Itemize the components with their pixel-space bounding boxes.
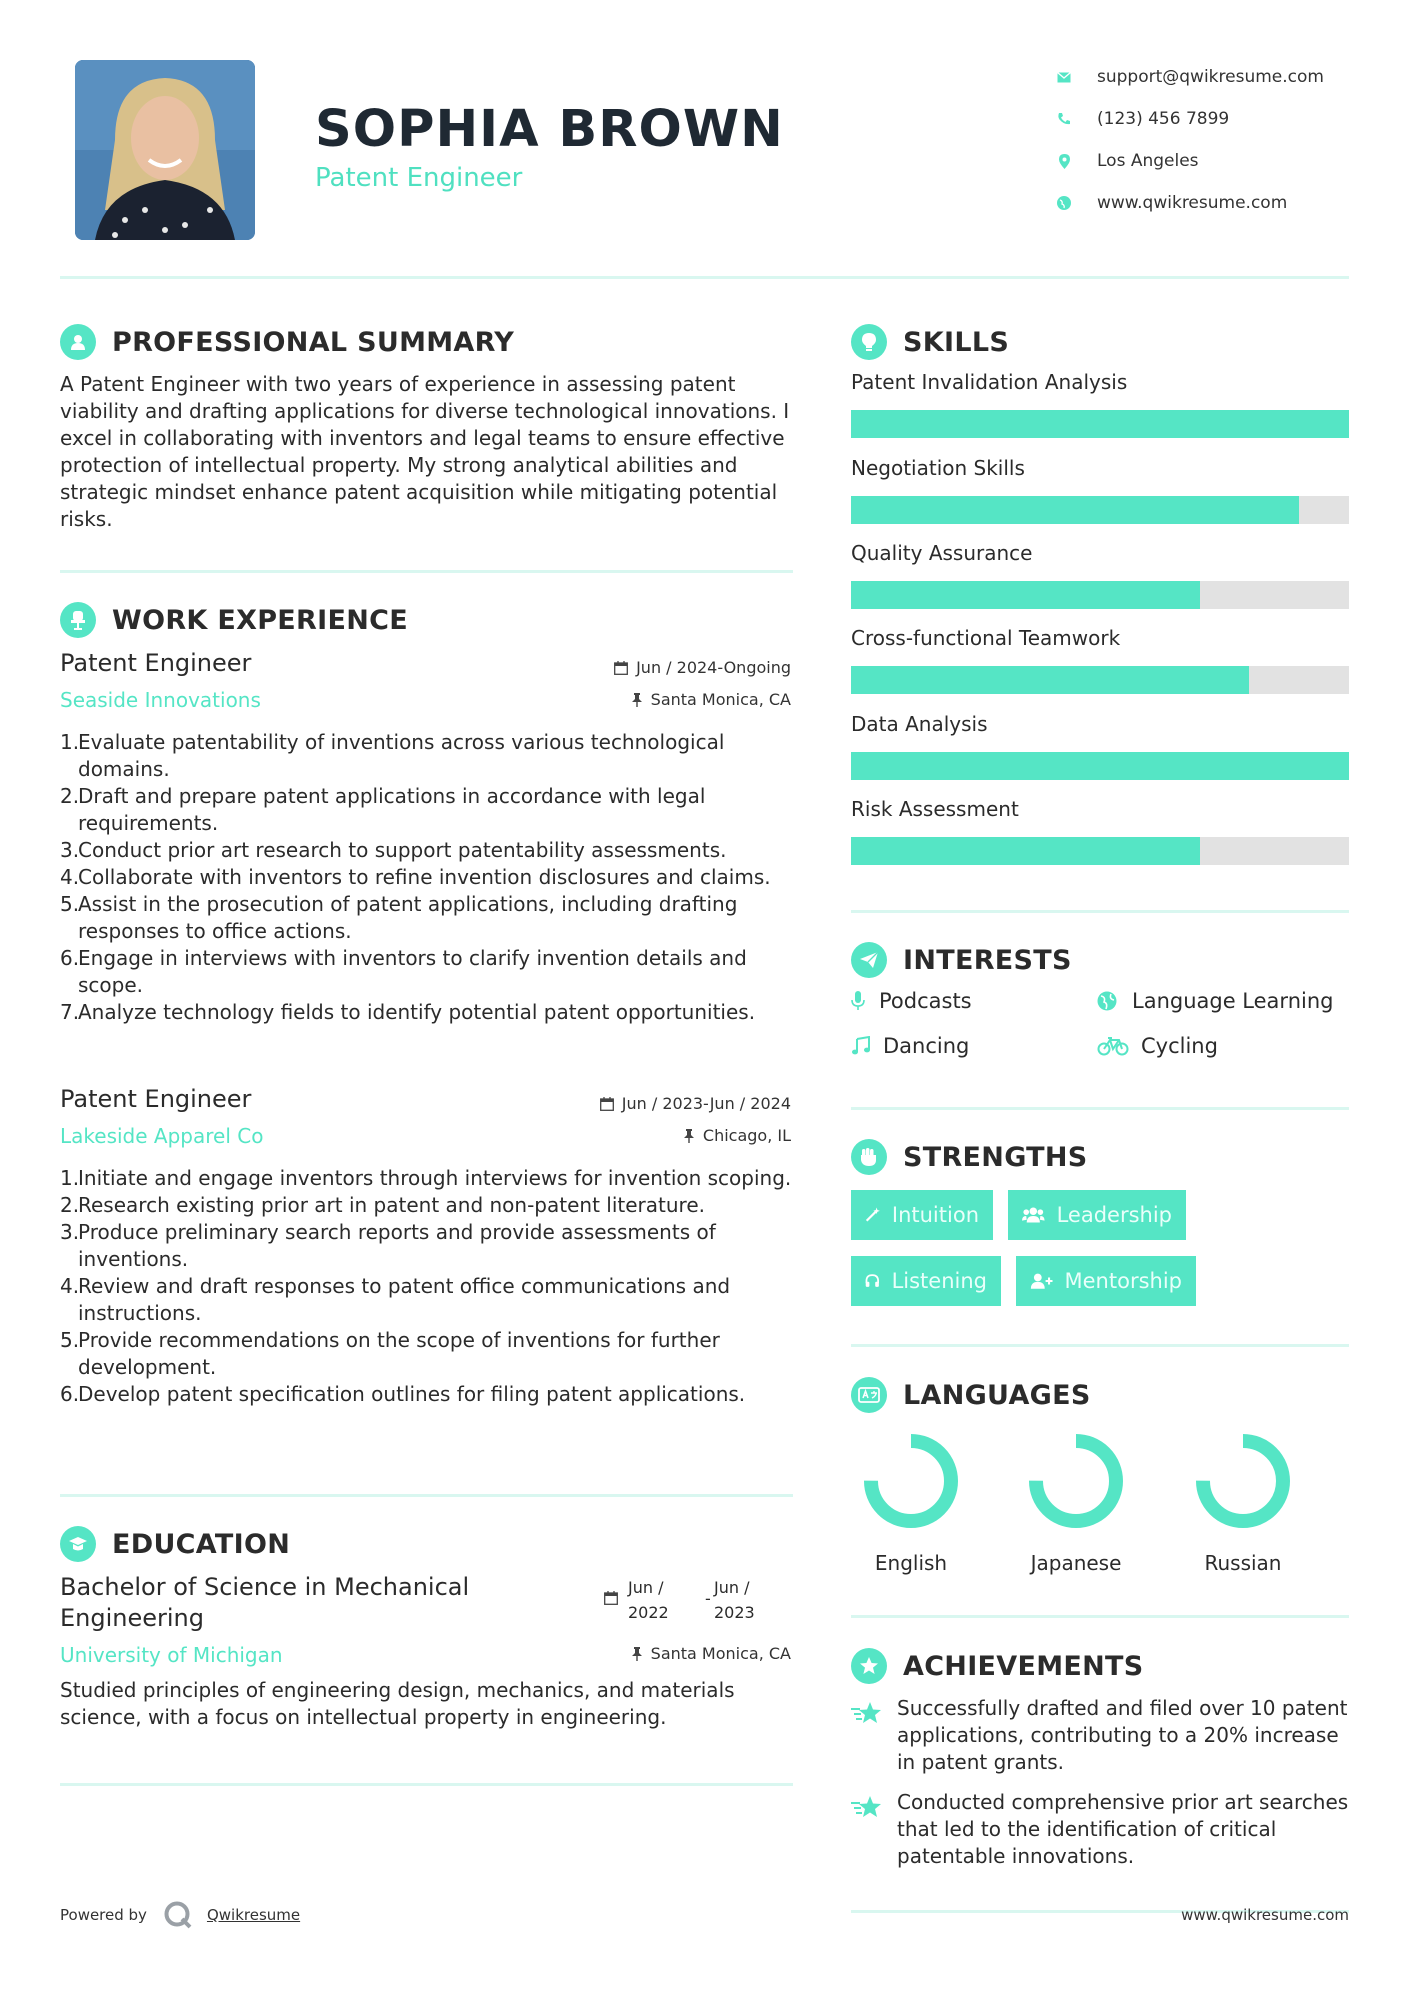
education-location-text: Santa Monica, CA <box>650 1644 791 1663</box>
language-card-icon <box>851 1377 887 1413</box>
phone-text: (123) 456 7899 <box>1097 109 1230 129</box>
headphones-icon <box>865 1272 880 1290</box>
strength-badge <box>1016 1256 1196 1306</box>
skill-item <box>851 456 1349 524</box>
education-text: Studied principles of engineering design, mechanics, and materials science, with a focus on intellectual property in engineering. <box>60 1678 735 1729</box>
list-item: Analyze technology fields to identify potential patent opportunities. <box>78 1000 756 1024</box>
user-icon <box>60 324 96 360</box>
pushpin-icon <box>631 1647 643 1661</box>
qwikresume-logo-icon <box>163 1900 193 1930</box>
interest-item <box>851 989 972 1013</box>
lightbulb-icon <box>851 324 887 360</box>
footer-powered-by <box>60 1900 300 1930</box>
list-item: Draft and prepare patent applications in accordance with legal requirements. <box>78 784 706 835</box>
paper-plane-icon <box>851 942 887 978</box>
work-title: WORK EXPERIENCE <box>112 604 408 636</box>
header-divider <box>60 276 1349 279</box>
skill-bar <box>851 752 1349 780</box>
contact-website[interactable] <box>1055 182 1324 224</box>
job-date-text: Jun / 2024-Ongoing <box>636 658 791 677</box>
summary-heading <box>60 324 514 360</box>
language-label: English <box>874 1551 948 1575</box>
language-item <box>1183 1431 1303 1575</box>
strength-label: Listening <box>891 1269 987 1293</box>
language-label: Japanese <box>1030 1551 1122 1575</box>
skill-bar <box>851 837 1349 865</box>
skill-item <box>851 712 1349 780</box>
list-item: Review and draft responses to patent office communications and instructions. <box>78 1274 731 1325</box>
education-date-end: Jun / 2023 <box>714 1578 755 1622</box>
job-location-text: Chicago, IL <box>702 1126 791 1145</box>
skill-item <box>851 797 1349 865</box>
contact-info <box>1055 56 1324 224</box>
list-item: Collaborate with inventors to refine invention disclosures and claims. <box>78 865 771 889</box>
strengths-title: STRENGTHS <box>903 1141 1088 1173</box>
list-item: Evaluate patentability of inventions across various technological domains. <box>78 730 725 781</box>
education-title: EDUCATION <box>112 1528 291 1560</box>
list-item: Initiate and engage inventors through interviews for invention scoping. <box>78 1166 792 1190</box>
languages-title: LANGUAGES <box>903 1379 1091 1411</box>
job-date <box>600 1094 791 1113</box>
skill-label: Negotiation Skills <box>851 456 1025 480</box>
language-gauge <box>1193 1431 1293 1531</box>
music-note-icon <box>851 1036 883 1056</box>
strength-label: Leadership <box>1056 1203 1172 1227</box>
strength-label: Mentorship <box>1064 1269 1182 1293</box>
pushpin-icon <box>683 1129 695 1143</box>
interests-title: INTERESTS <box>903 944 1072 976</box>
achievement-text: Conducted comprehensive prior art searches that led to the identification of critical patentable innovations. <box>897 1790 1349 1868</box>
achievement-item <box>851 1789 1351 1870</box>
language-gauge-arc <box>1203 1441 1283 1521</box>
strength-badge <box>851 1190 993 1240</box>
star-badge-icon <box>851 1648 887 1684</box>
language-label: Russian <box>1204 1551 1282 1575</box>
work-heading <box>60 602 408 638</box>
strength-badge <box>851 1256 1001 1306</box>
website-text: www.qwikresume.com <box>1097 193 1288 213</box>
globe-icon <box>1055 194 1073 212</box>
graduation-cap-icon <box>60 1526 96 1562</box>
envelope-icon <box>1055 68 1073 86</box>
star-icon <box>851 1789 897 1870</box>
skill-label: Data Analysis <box>851 712 988 736</box>
candidate-role: Patent Engineer <box>315 163 523 193</box>
interests-divider <box>851 1107 1349 1110</box>
skill-bar <box>851 410 1349 438</box>
job-date-text: Jun / 2023-Jun / 2024 <box>621 1094 791 1113</box>
briefcase-icon <box>60 602 96 638</box>
skill-bar-fill <box>851 666 1249 694</box>
skill-bar-fill <box>851 752 1349 780</box>
achievement-item <box>851 1695 1351 1776</box>
brand-link[interactable]: Qwikresume <box>206 1906 301 1924</box>
job-date <box>614 658 791 677</box>
education-date-separator: - <box>705 1589 711 1608</box>
candidate-name: SOPHIA BROWN <box>315 100 784 159</box>
contact-location <box>1055 140 1324 182</box>
education-date-start: Jun / 2022 <box>628 1578 669 1622</box>
skill-item <box>851 370 1349 438</box>
job-location <box>631 690 791 709</box>
skill-bar-fill <box>851 581 1200 609</box>
interest-item <box>1097 989 1333 1013</box>
interest-label: Podcasts <box>879 989 972 1013</box>
language-gauge <box>861 1431 961 1531</box>
interest-label: Cycling <box>1141 1034 1218 1058</box>
calendar-icon <box>600 1097 614 1111</box>
skill-label: Cross-functional Teamwork <box>851 626 1121 650</box>
skill-bar-fill <box>851 410 1349 438</box>
strength-label: Intuition <box>891 1203 979 1227</box>
job-location-text: Santa Monica, CA <box>650 690 791 709</box>
list-item: Assist in the prosecution of patent applications, including drafting responses to office actions. <box>78 892 738 943</box>
fist-icon <box>851 1139 887 1175</box>
skill-label: Risk Assessment <box>851 797 1019 821</box>
job-location <box>683 1126 791 1145</box>
language-gauge-arc <box>871 1441 951 1521</box>
language-item <box>1016 1431 1136 1575</box>
interest-item <box>1097 1034 1218 1058</box>
education-location <box>631 1644 791 1663</box>
skill-label: Patent Invalidation Analysis <box>851 370 1128 394</box>
calendar-icon <box>614 661 628 675</box>
skill-item <box>851 626 1349 694</box>
calendar-icon <box>604 1591 618 1605</box>
powered-by-text: Powered by <box>60 1906 147 1924</box>
interest-label: Language Learning <box>1132 989 1334 1013</box>
job-title: Patent Engineer <box>60 649 252 677</box>
strengths-divider <box>851 1344 1349 1347</box>
pushpin-icon <box>631 693 643 707</box>
microphone-icon <box>851 991 879 1011</box>
phone-icon <box>1055 110 1073 128</box>
work-divider <box>60 1494 793 1497</box>
skill-label: Quality Assurance <box>851 541 1033 565</box>
list-item: Engage in interviews with inventors to clarify invention details and scope. <box>78 946 747 997</box>
list-item: Develop patent specification outlines for filing patent applications. <box>78 1382 746 1406</box>
skill-bar-fill <box>851 496 1299 524</box>
education-divider <box>60 1783 793 1786</box>
interest-label: Dancing <box>883 1034 970 1058</box>
interests-heading <box>851 942 1072 978</box>
map-pin-icon <box>1055 152 1073 170</box>
list-item: Provide recommendations on the scope of inventions for further development. <box>78 1328 720 1379</box>
location-text: Los Angeles <box>1097 151 1199 171</box>
bicycle-icon <box>1097 1036 1141 1056</box>
skill-bar <box>851 666 1349 694</box>
degree-title: Bachelor of Science in Mechanical Engineering <box>60 1573 470 1632</box>
magic-wand-icon <box>865 1206 880 1224</box>
contact-email[interactable] <box>1055 56 1324 98</box>
achievement-text: Successfully drafted and filed over 10 patent applications, contributing to a 20% increase in patent grants. <box>897 1696 1348 1774</box>
star-icon <box>851 1695 897 1776</box>
skill-bar-fill <box>851 837 1200 865</box>
skill-bar <box>851 581 1349 609</box>
languages-heading <box>851 1377 1091 1413</box>
education-heading <box>60 1526 290 1562</box>
duty-list <box>60 729 800 1026</box>
company-name: Seaside Innovations <box>60 688 261 712</box>
list-item: Produce preliminary search reports and provide assessments of inventions. <box>78 1220 716 1271</box>
footer-website[interactable]: www.qwikresume.com <box>1181 1906 1349 1924</box>
skills-divider <box>851 910 1349 913</box>
education-date <box>604 1575 804 1625</box>
strength-badge <box>1008 1190 1186 1240</box>
globe-icon <box>1097 991 1132 1011</box>
strengths-heading <box>851 1139 1088 1175</box>
list-item: Conduct prior art research to support patentability assessments. <box>78 838 727 862</box>
skill-item <box>851 541 1349 609</box>
job-title: Patent Engineer <box>60 1085 252 1113</box>
skill-bar <box>851 496 1349 524</box>
language-gauge <box>1026 1431 1126 1531</box>
list-item: Research existing prior art in patent and non-patent literature. <box>78 1193 705 1217</box>
email-text: support@qwikresume.com <box>1097 67 1324 87</box>
achievements-heading <box>851 1648 1144 1684</box>
contact-phone[interactable] <box>1055 98 1324 140</box>
summary-divider <box>60 570 793 573</box>
achievements-title: ACHIEVEMENTS <box>903 1650 1144 1682</box>
summary-text: A Patent Engineer with two years of experience in assessing patent viability and drafting applications for diverse technological innovations. I excel in collaborating with inventors and legal teams to ensure effective protection of intellectual property. My strong analytical abilities and strategic mindset enhance patent acquisition while mitigating potential risks. <box>60 372 790 531</box>
language-item <box>851 1431 971 1575</box>
skills-heading <box>851 324 1009 360</box>
summary-title: PROFESSIONAL SUMMARY <box>112 326 515 358</box>
school-name: University of Michigan <box>60 1643 283 1667</box>
interest-item <box>851 1034 969 1058</box>
profile-photo <box>75 60 255 240</box>
company-name: Lakeside Apparel Co <box>60 1124 264 1148</box>
users-icon <box>1022 1206 1045 1224</box>
user-plus-icon <box>1030 1272 1053 1290</box>
duty-list <box>60 1165 800 1408</box>
skills-title: SKILLS <box>903 326 1010 358</box>
language-gauge-arc <box>1036 1441 1116 1521</box>
languages-divider <box>851 1615 1349 1618</box>
